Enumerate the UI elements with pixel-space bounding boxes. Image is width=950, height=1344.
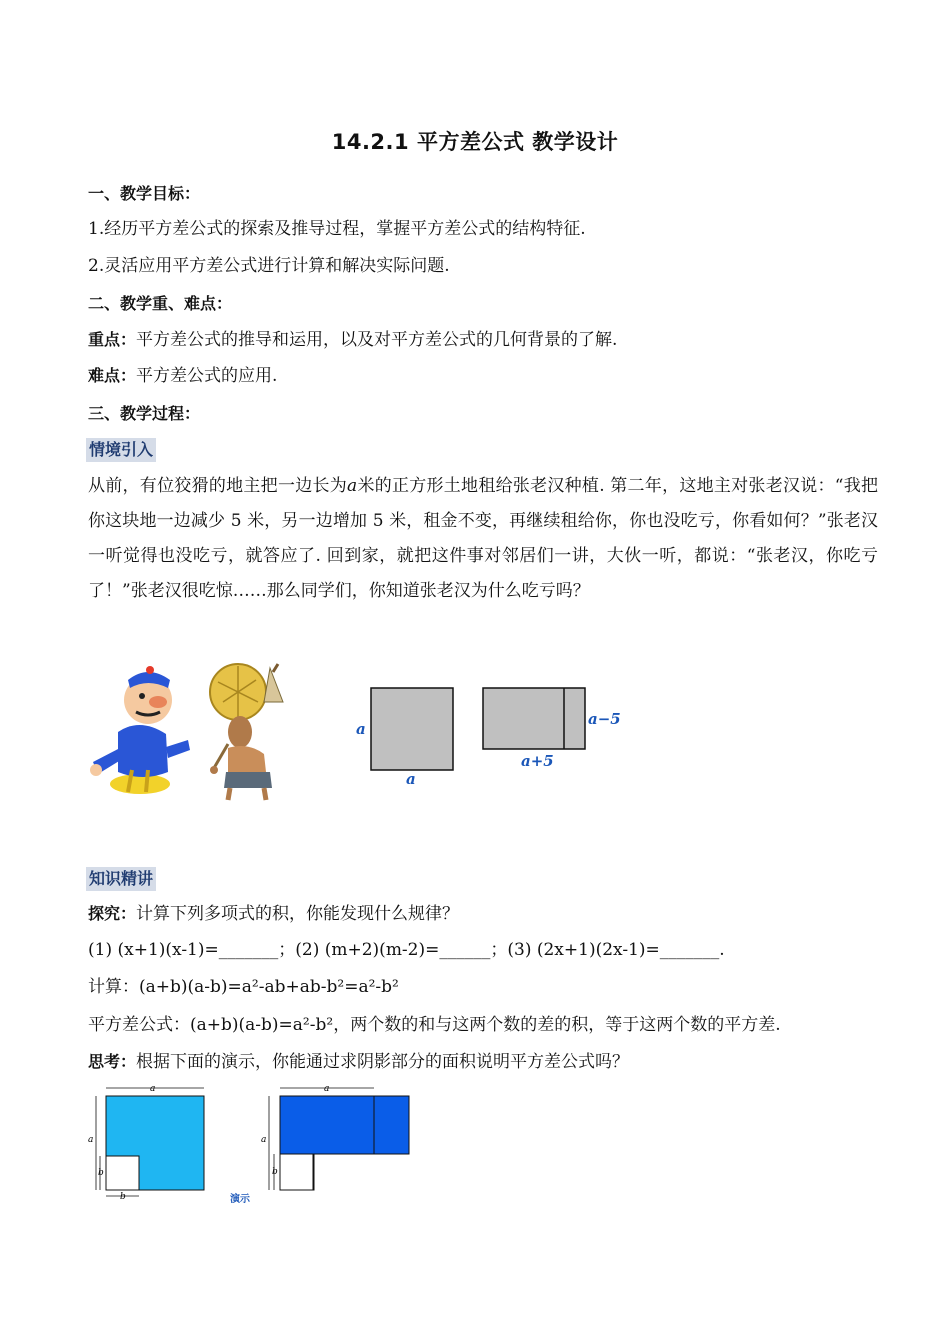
section1-heading: 一、教学目标：	[88, 184, 201, 203]
deep-blue-rectangle	[280, 1096, 409, 1154]
difficult-point	[88, 364, 878, 388]
small-square-cutout	[106, 1156, 139, 1190]
top-a-label: a	[150, 1084, 156, 1094]
side-a-label-2: a	[261, 1135, 267, 1145]
think-text: 根据下面的演示，你能通过求阴影部分的面积说明平方差公式吗？	[136, 1052, 630, 1072]
original-square-land	[371, 688, 453, 770]
calculation-line	[88, 975, 878, 999]
formula-line	[88, 1013, 878, 1037]
land-area-figure	[352, 680, 632, 790]
key-point	[88, 328, 878, 352]
cartoon-illustration	[88, 662, 318, 802]
top-a-label-2: a	[324, 1084, 330, 1094]
side-a-label: a	[88, 1135, 94, 1145]
formula-text: ，两个数的和与这两个数的差的积，等于这两个数的平方差.	[333, 1015, 781, 1035]
explore-text: 计算下列多项式的积，你能发现什么规律？	[136, 904, 460, 924]
rect-side-label: a−5	[588, 710, 621, 728]
goal-item-1: 1.经历平方差公式的探索及推导过程，掌握平方差公式的结构特征.	[88, 219, 586, 239]
square-side-label: a	[356, 720, 366, 738]
exercise-questions: (1) (x+1)(x-1)=_______；(2) (m+2)(m-2)=______；(3) (2x+1)(2x-1)=_______.	[88, 940, 725, 960]
key-point-text: 平方差公式的推导和运用，以及对平方差公式的几何背景的了解.	[136, 330, 618, 350]
side-b-label: b	[98, 1168, 104, 1178]
difficult-point-text: 平方差公式的应用.	[136, 366, 278, 386]
rect-width-label: a+5	[521, 752, 554, 770]
knowledge-label: 知识精讲	[86, 867, 156, 891]
landlord-cartoon	[90, 666, 190, 794]
lower-left-square	[280, 1154, 313, 1190]
formula-expression: (a+b)(a-b)=a²-b²	[190, 1015, 334, 1035]
key-point-label: 重点：	[88, 330, 137, 349]
square-bottom-label: a	[406, 770, 416, 788]
demo-link[interactable]: 演示	[230, 1194, 250, 1205]
square-difference-figure	[84, 1082, 424, 1212]
story-part-2: 米的正方形土地租给张老汉种植. 第二年，这地主对张老汉说：“我把你这块地一边减少 5 米，另一边增加 5 米，租金不变，再继续租给你，你也没吃亏，你看如何？”张老汉一听觉得也没吃亏，就答应了. 回到家，就把这件事对邻居们一讲，大伙一听，都说：“张老汉，你吃亏了！”张老汉很吃惊……那么同学们，你知道张老汉为什么吃亏吗？	[88, 476, 878, 601]
explore-line	[88, 902, 878, 926]
section3-heading: 三、教学过程：	[88, 404, 201, 423]
story-paragraph	[88, 469, 878, 609]
think-line	[88, 1050, 878, 1074]
story-variable: a	[347, 476, 358, 496]
formula-label: 平方差公式：	[88, 1015, 190, 1035]
think-label: 思考：	[88, 1052, 137, 1071]
story-part-1: 从前，有位狡猾的地主把一边长为	[88, 476, 348, 496]
intro-label: 情境引入	[86, 438, 156, 462]
calc-label: 计算：	[88, 977, 139, 997]
page-title: 14.2.1 平方差公式 教学设计	[331, 130, 619, 154]
bottom-b-label: b	[120, 1192, 126, 1202]
section2-heading: 二、教学重、难点：	[88, 294, 233, 313]
farmer-cartoon	[210, 664, 283, 800]
side-b-label-2: b	[272, 1167, 278, 1177]
explore-label: 探究：	[88, 904, 137, 923]
goal-item-2: 2.灵活应用平方差公式进行计算和解决实际问题.	[88, 256, 450, 276]
difficult-point-label: 难点：	[88, 366, 137, 385]
new-rectangle-land	[483, 688, 585, 749]
calc-expression: (a+b)(a-b)=a²-ab+ab-b²=a²-b²	[139, 977, 399, 997]
